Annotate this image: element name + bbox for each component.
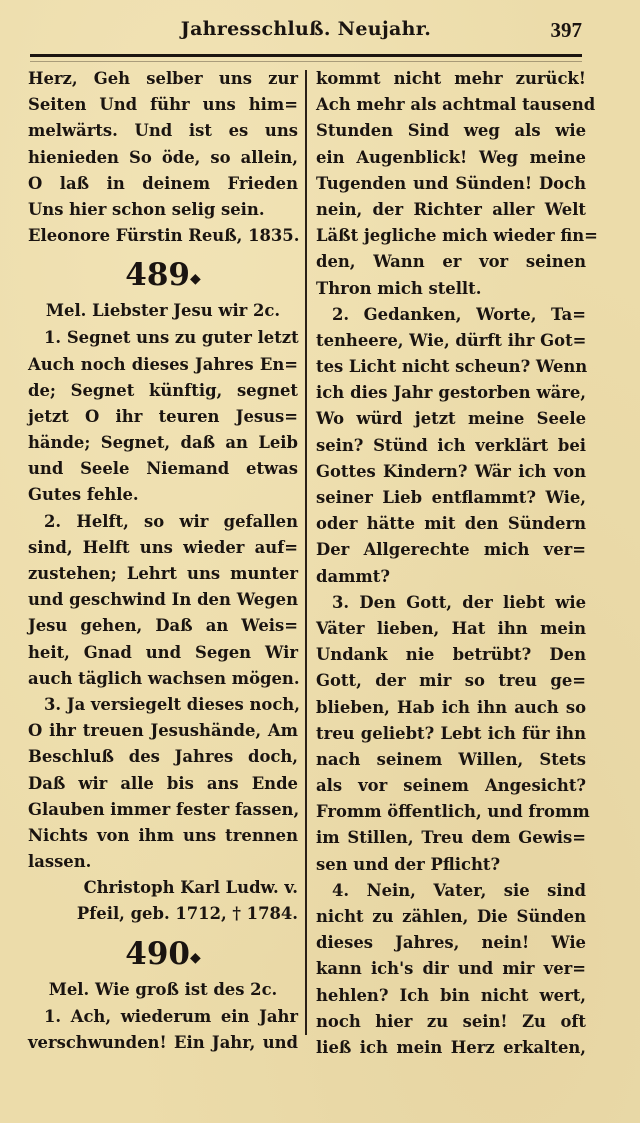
hymn-number bbox=[28, 932, 298, 976]
text-line: Uns hier schon selig sein. bbox=[28, 199, 265, 219]
previous-hymn-continuation bbox=[28, 66, 298, 249]
hymn-number bbox=[28, 253, 298, 297]
text-line: hienieden So öde, so allein, bbox=[28, 147, 298, 167]
verse-line: Väter lieben, Hat ihn mein bbox=[316, 618, 586, 638]
verse-line: nach seinem Willen, Stets bbox=[316, 749, 586, 769]
page-number: 397 bbox=[550, 18, 582, 42]
verse-line: 1. Ach, wiederum ein Jahr bbox=[44, 1006, 298, 1026]
author-credit: Christoph Karl Ludw. v. bbox=[83, 878, 298, 898]
verse-line: Auch noch dieses Jahres En= bbox=[28, 354, 298, 374]
verse-line: 2. Gedanken, Worte, Ta= bbox=[332, 304, 586, 324]
verse-line: kommt nicht mehr zurück! bbox=[316, 69, 586, 88]
verse-line: kann ich's dir und mir ver= bbox=[316, 959, 586, 979]
verse-line: auch täglich wachsen mögen. bbox=[28, 668, 300, 688]
verse-line: hände; Segnet, daß an Leib bbox=[28, 433, 298, 453]
verse-line: treu geliebt? Lebt ich für ihn bbox=[316, 723, 586, 743]
verse-line: Gott, der mir so treu ge= bbox=[316, 671, 586, 691]
hymn-490 bbox=[28, 932, 298, 1056]
text-line: melwärts. Und ist es uns bbox=[28, 121, 298, 141]
header-rule-thin bbox=[30, 61, 582, 62]
verse-line: Ach mehr als achtmal tausend bbox=[316, 95, 596, 115]
verse-line: Undank nie betrübt? Den bbox=[316, 645, 586, 665]
verse-line: heit, Gnad und Segen Wir bbox=[28, 642, 298, 662]
verse-line: de; Segnet künftig, segnet bbox=[28, 380, 298, 400]
verse-line: dammt? bbox=[316, 566, 390, 586]
verse-line: Wo würd jetzt meine Seele bbox=[316, 409, 586, 429]
verse-line: blieben, Hab ich ihn auch so bbox=[316, 697, 586, 717]
running-header bbox=[30, 12, 582, 52]
melody-indication: Mel. Liebster Jesu wir 2c. bbox=[45, 301, 281, 321]
verse-line: lassen. bbox=[28, 852, 92, 872]
header-rule-thick bbox=[30, 54, 582, 57]
verse-line: seiner Lieb entflammt? Wie, bbox=[316, 488, 586, 507]
verse-line: ich dies Jahr gestorben wäre, bbox=[316, 383, 586, 403]
verse-line: als vor seinem Angesicht? bbox=[316, 776, 586, 796]
text-line: O laß in deinem Frieden bbox=[28, 173, 298, 193]
diamond-ornament-icon: ◆ bbox=[189, 949, 201, 966]
verse-line: Tugenden und Sünden! Doch bbox=[316, 173, 586, 193]
hymn-490-continued bbox=[316, 66, 598, 1061]
verse-line: Gutes fehle. bbox=[28, 485, 139, 505]
author-credit: Eleonore Fürstin Reuß, 1835. bbox=[28, 226, 300, 246]
verse-line: Thron mich stellt. bbox=[316, 278, 482, 298]
verse-line: 2. Helft, so wir gefallen bbox=[44, 511, 298, 531]
verse-line: Gottes Kindern? Wär ich von bbox=[316, 461, 586, 481]
verse-line: oder hätte mit den Sündern bbox=[316, 514, 586, 534]
verse-line: tenheere, Wie, dürft ihr Got= bbox=[316, 330, 587, 350]
verse-line: Daß wir alle bis ans Ende bbox=[28, 773, 298, 793]
verse-line: noch hier zu sein! Zu oft bbox=[316, 1011, 586, 1031]
column-divider bbox=[305, 70, 307, 1035]
verse-line: 3. Den Gott, der liebt wie bbox=[332, 592, 586, 612]
verse-line: und Seele Niemand etwas bbox=[28, 459, 298, 479]
verse-line: 4. Nein, Vater, sie sind bbox=[332, 880, 586, 900]
verse-line: Läßt jegliche mich wieder fin= bbox=[316, 226, 598, 246]
hymn-number-text: 490 bbox=[125, 935, 190, 972]
verse-line: 3. Ja versiegelt dieses noch, bbox=[44, 694, 300, 714]
verse-line: Beschluß des Jahres doch, bbox=[28, 747, 298, 767]
verse-line: verschwunden! Ein Jahr, und bbox=[28, 1032, 298, 1052]
verse-line: ein Augenblick! Weg meine bbox=[316, 147, 586, 167]
verse-line: nein, der Richter aller Welt bbox=[316, 199, 586, 219]
author-credit: Pfeil, geb. 1712, † 1784. bbox=[76, 904, 298, 924]
verse-line: zustehen; Lehrt uns munter bbox=[28, 564, 298, 583]
verse-line: Stunden Sind weg als wie bbox=[316, 121, 586, 141]
verse-line: Jesu gehen, Daß an Weis= bbox=[28, 616, 298, 636]
verse-line: sen und der Pflicht? bbox=[316, 854, 501, 874]
text-line: Seiten Und führ uns him= bbox=[28, 95, 298, 115]
text-line: Herz, Geh selber uns zur bbox=[28, 69, 298, 88]
verse-line: und geschwind In den Wegen bbox=[28, 590, 298, 610]
verse-line: den, Wann er vor seinen bbox=[316, 252, 586, 272]
verse-line: 1. Segnet uns zu guter letzt bbox=[44, 328, 299, 348]
verse-line: sein? Stünd ich verklärt bei bbox=[316, 435, 586, 455]
left-column bbox=[28, 66, 298, 1056]
verse-line: hehlen? Ich bin nicht wert, bbox=[316, 985, 586, 1005]
verse-line: ließ ich mein Herz erkalten, bbox=[316, 1037, 586, 1057]
diamond-ornament-icon: ◆ bbox=[189, 271, 201, 288]
verse-line: Der Allgerechte mich ver= bbox=[316, 540, 586, 560]
verse-line: Glauben immer fester fassen, bbox=[28, 799, 300, 819]
running-header-title: Jahresschluß. Neujahr. bbox=[180, 18, 432, 40]
verse-line: O ihr treuen Jesushände, Am bbox=[28, 721, 298, 741]
verse-line: Nichts von ihm uns trennen bbox=[28, 825, 298, 845]
verse-line: sind, Helft uns wieder auf= bbox=[28, 537, 298, 557]
verse-line: tes Licht nicht scheun? Wenn bbox=[316, 357, 588, 377]
verse-line: jetzt O ihr teuren Jesus= bbox=[28, 406, 298, 426]
verse-line: im Stillen, Treu dem Gewis= bbox=[316, 828, 586, 848]
verse-line: nicht zu zählen, Die Sünden bbox=[316, 907, 586, 926]
verse-line: dieses Jahres, nein! Wie bbox=[316, 933, 586, 953]
right-column bbox=[316, 66, 598, 1061]
hymn-489 bbox=[28, 253, 298, 927]
melody-indication: Mel. Wie groß ist des 2c. bbox=[48, 979, 278, 999]
hymn-number-text: 489 bbox=[125, 257, 190, 294]
verse-line: Fromm öffentlich, und fromm bbox=[316, 802, 590, 822]
